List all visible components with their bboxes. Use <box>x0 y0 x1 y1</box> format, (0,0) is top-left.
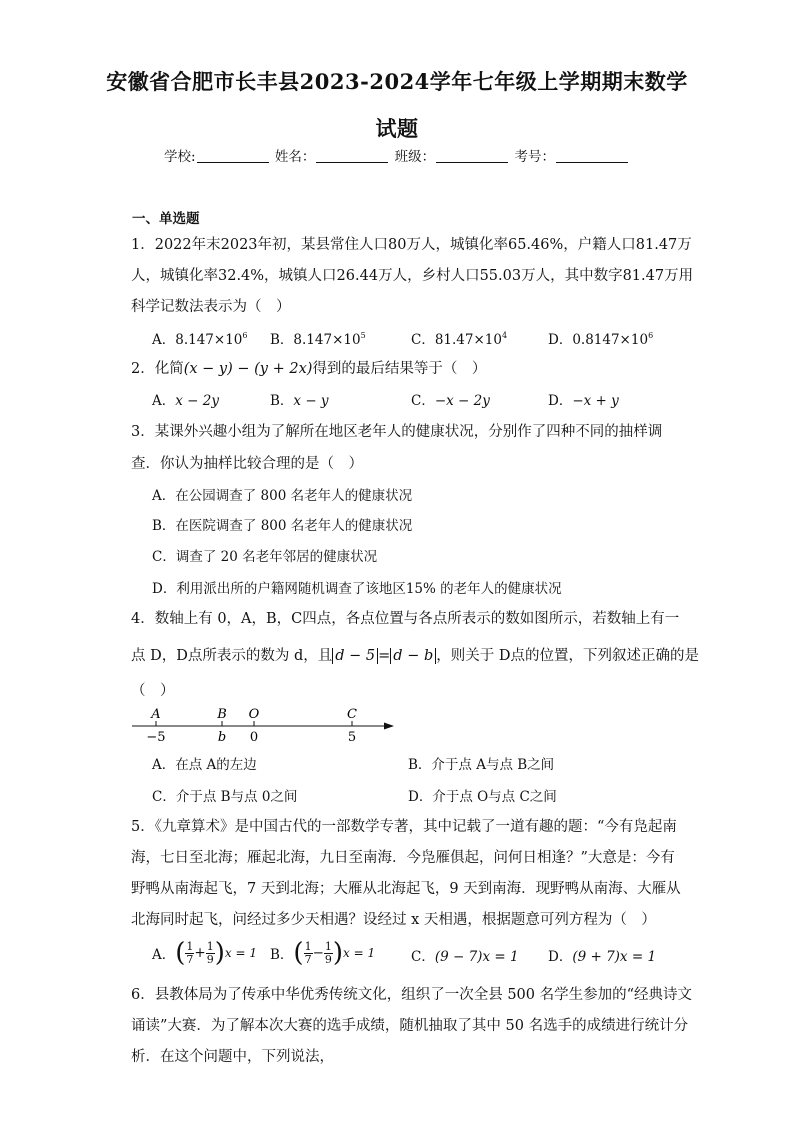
q4-option-b[interactable]: B．介于点 A与点 B之间 <box>408 757 555 773</box>
name-blank[interactable] <box>316 148 388 163</box>
q3-option-c[interactable]: C．调查了 20 名老年邻居的健康状况 <box>152 549 378 565</box>
q5-option-a[interactable]: A．( $\frac{1}{7}$ + $\frac{1}{9}$ )x = 1 <box>152 938 257 968</box>
q3-line2: 查．你认为抽样比较合理的是（ ） <box>131 456 363 472</box>
exam-title-line2: 试题 <box>375 116 419 141</box>
q1-option-d[interactable]: D．$0.8147\times 10^6$ <box>548 331 654 348</box>
q1-option-b[interactable]: B．$8.147\times 10^5$ <box>270 331 366 348</box>
q2-option-b[interactable]: B．x − y <box>270 393 329 409</box>
q1-option-a[interactable]: A．$8.147\times 10^6$ <box>152 331 248 348</box>
q3-option-a[interactable]: A．在公园调查了 800 名老年人的健康状况 <box>152 488 413 504</box>
value-label-C: 5 <box>347 730 357 745</box>
school-blank[interactable] <box>197 148 269 163</box>
q1-option-c[interactable]: C．$81.47\times 10^4$ <box>411 331 508 348</box>
name-label: 姓名： <box>274 149 316 165</box>
q4-line1: 4．数轴上有 0，A，B，C四点，各点位置与各点所表示的数如图所示，若数轴上有一 <box>131 611 680 627</box>
q4-option-c[interactable]: C．介于点 B与点 0之间 <box>152 789 298 805</box>
q6-line2: 诵读”大赛．为了解本次大赛的选手成绩，随机抽取了其中 50 名选手的成绩进行统计分 <box>131 1018 689 1034</box>
number-line-figure <box>130 703 400 745</box>
exam-no-blank[interactable] <box>556 148 628 163</box>
q1-line1: 1．2022年末2023年初，某县常住人口80万人，城镇化率65.46%，户籍人口81.47万 <box>131 237 692 253</box>
q4-option-a[interactable]: A．在点 A的左边 <box>152 757 257 773</box>
q6-line3: 析．在这个问题中，下列说法， <box>131 1049 334 1065</box>
value-label-A: −5 <box>146 730 166 745</box>
value-label-B: b <box>217 730 227 745</box>
student-info-row <box>0 145 794 165</box>
point-label-B: B <box>217 707 227 722</box>
abs-d-minus-5: d − 5 <box>332 648 378 664</box>
q2-option-a[interactable]: A．x − 2y <box>152 393 219 409</box>
q3-option-b[interactable]: B．在医院调查了 800 名老年人的健康状况 <box>152 518 413 534</box>
point-label-C: C <box>347 707 357 722</box>
q2-stem: 2．化简(x − y) − (y + 2x)得到的最后结果等于（ ） <box>131 361 487 377</box>
q4-line2: 点 D，D点所表示的数为 d，且 d − 5 = d − b ，则关于 D点的位置，下列叙述正确的是 <box>131 648 699 664</box>
arrow-icon <box>384 723 394 730</box>
q5-line4: 北海同时起飞，问经过多少天相遇？设经过 x 天相遇，根据题意可列方程为（ ） <box>131 912 656 928</box>
q1-line3: 科学记数法表示为（ ） <box>131 299 291 315</box>
q5-option-c[interactable]: C．(9 − 7)x = 1 <box>411 949 519 965</box>
school-label: 学校: <box>164 149 196 165</box>
section-heading: 一、单选题 <box>132 211 200 227</box>
q5-line3: 野鸭从南海起飞，7 天到北海；大雁从北海起飞，9 天到南海．现野鸭从南海、大雁从 <box>131 881 681 897</box>
class-label: 班级： <box>394 149 436 165</box>
exam-no-label: 考号： <box>514 149 555 165</box>
value-label-O: 0 <box>249 730 259 745</box>
point-label-A: A <box>151 707 161 722</box>
q2-expression: (x − y) − (y + 2x) <box>183 361 313 377</box>
q4-option-d[interactable]: D．介于点 O与点 C之间 <box>408 789 557 805</box>
q5-line1: 5．《九章算术》是中国古代的一部数学专著，其中记载了一道有趣的题：“今有凫起南 <box>131 819 677 835</box>
q5-option-d[interactable]: D．(9 + 7)x = 1 <box>548 949 657 965</box>
q5-line2: 海，七日至北海；雁起北海，九日至南海．今凫雁俱起，问何日相逢？”大意是：今有 <box>131 850 675 866</box>
exam-title-line1: 安徽省合肥市长丰县2023-2024学年七年级上学期期末数学 <box>106 69 688 94</box>
class-blank[interactable] <box>436 148 508 163</box>
point-label-O: O <box>248 707 260 722</box>
q6-line1: 6．县教体局为了传承中华优秀传统文化，组织了一次全县 500 名学生参加的“经典诗文 <box>131 987 693 1003</box>
q3-line1: 3．某课外兴趣小组为了解所在地区老年人的健康状况，分别作了四种不同的抽样调 <box>131 424 663 440</box>
q4-line3: （ ） <box>131 683 175 699</box>
q2-option-c[interactable]: C．−x − 2y <box>411 393 490 409</box>
q2-option-d[interactable]: D．−x + y <box>548 393 619 409</box>
q3-option-d[interactable]: D．利用派出所的户籍网随机调查了该地区15% 的老年人的健康状况 <box>152 581 562 597</box>
q1-line2: 人，城镇化率32.4%，城镇人口26.44万人，乡村人口55.03万人，其中数字81.47万用 <box>131 268 694 284</box>
abs-d-minus-b: d − b <box>390 648 436 664</box>
q5-option-b[interactable]: B．( $\frac{1}{7}$ − $\frac{1}{9}$ )x = 1 <box>270 938 376 968</box>
